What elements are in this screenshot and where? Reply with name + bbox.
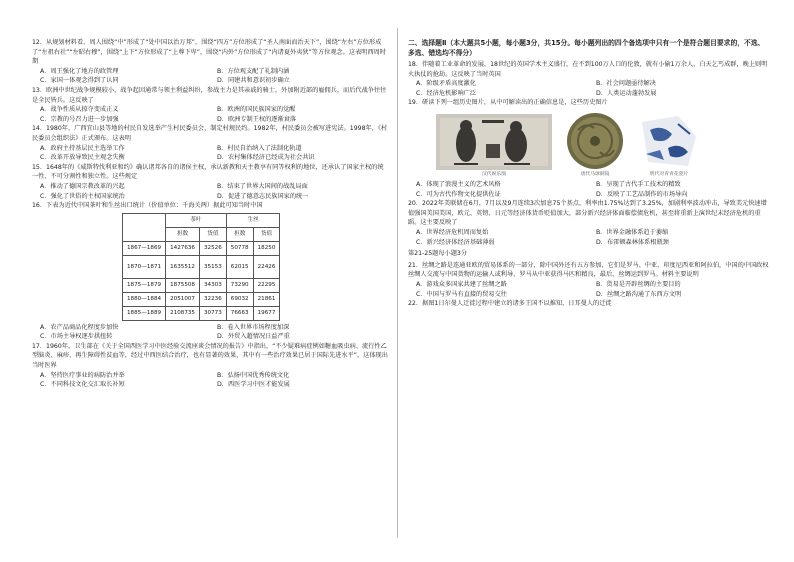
option-b[interactable]: B．村民自治纳入了法制化轨道 bbox=[217, 144, 302, 152]
question-12 bbox=[32, 38, 388, 86]
option-c[interactable]: C．经济危机影响广泛 bbox=[416, 89, 477, 97]
sub-section-header: 第21-25题每小题3分 bbox=[408, 250, 468, 258]
option-a[interactable]: A．体现了浪漫主义的艺术风格 bbox=[416, 180, 501, 188]
table-row bbox=[123, 255, 280, 278]
table-cell: 22426 bbox=[253, 255, 280, 278]
option-a[interactable]: A．推动了德国宗教改革的兴起 bbox=[40, 182, 125, 190]
table-cell: 2051007 bbox=[166, 292, 200, 306]
table-cell: 30773 bbox=[200, 306, 227, 320]
figure-ming-porcelain bbox=[638, 114, 700, 178]
table-cell: 1427636 bbox=[166, 241, 200, 255]
question-17 bbox=[32, 342, 388, 390]
question-15 bbox=[32, 163, 388, 201]
option-b[interactable]: B．世界金融体系趋于萎缩 bbox=[596, 228, 669, 236]
option-a[interactable]: A．游戏众多国家共建了丝绸之路 bbox=[416, 280, 507, 288]
table-cell: 32526 bbox=[200, 241, 227, 255]
question-text: 16．下表为近代中国茶叶和生丝出口统计（价值单位：千海关两）据此可知当时中国 bbox=[32, 202, 263, 210]
option-d[interactable]: D．反映了工艺品制作的市场导向 bbox=[596, 190, 688, 198]
figure-han-entertainment bbox=[436, 114, 552, 178]
section-title: 二、选择题Ⅱ（本大题共5小题，每小题3分，共15分。每小题列出的四个备选项中只有一个是符合题目要求的，不选、多选、错选均不得分） bbox=[408, 39, 765, 57]
option-c[interactable]: C．宗教的号召力进一步加强 bbox=[40, 115, 119, 123]
option-b[interactable]: B．卷入世界市场程度加深 bbox=[217, 323, 290, 331]
option-c[interactable]: C．强化了世俗的主权国家统治 bbox=[40, 192, 125, 200]
question-19 bbox=[408, 98, 770, 199]
figure-tang-mirror bbox=[566, 112, 624, 178]
question-text: 18．伴随着工业革命的发展，18世纪的英国学术主义盛行，在不到100万人口的伦敦，就有小偷1万余人，白天乞丐成群，晚上则明火执仗的抢劫。这反映了当时英国 bbox=[408, 61, 768, 78]
table-cell: 73290 bbox=[226, 278, 253, 292]
table-cell: 1880—1884 bbox=[123, 292, 166, 306]
table-row bbox=[123, 241, 280, 255]
option-a[interactable]: A．世界经济危机周而复始 bbox=[416, 228, 489, 236]
option-b[interactable]: B．呈现了古代手工技术的精致 bbox=[596, 180, 681, 188]
question-text: 17．1960年，卫生部在《关于全国西医学习中医经验交流座谈会情况的报告》中指出，“不少疑难病症例如糖血吸虫病、流行性乙型脑炎、麻疹、再生障碍性贫血等，经过中西医结合治疗，也有显著的效果，其中有一些治疗效果已居于国际先进水平”。这体现出当时医界 bbox=[32, 342, 388, 370]
table-cell: 1875—1879 bbox=[123, 278, 166, 292]
table-cell: 76663 bbox=[226, 306, 253, 320]
table-cell: 32236 bbox=[200, 292, 227, 306]
table-row bbox=[123, 278, 280, 292]
table-subheader: 担数 bbox=[166, 227, 200, 241]
option-c[interactable]: C．不同科技文化交汇取长补短 bbox=[40, 381, 125, 389]
column-divider bbox=[397, 28, 398, 538]
table-cell: 62015 bbox=[226, 255, 253, 278]
option-a[interactable]: A．周王强化了地方的政管理 bbox=[40, 67, 119, 75]
table-subheader: 货值 bbox=[200, 227, 227, 241]
option-a[interactable]: A．农产品商品化程度步加快 bbox=[40, 323, 119, 331]
table-cell: 1885—1889 bbox=[123, 306, 166, 320]
option-d[interactable]: D．同建共和意识初步确立 bbox=[217, 77, 290, 85]
table-cell: 18250 bbox=[253, 241, 280, 255]
table-cell: 50778 bbox=[226, 241, 253, 255]
question-text: 12．从规划材料看，周人围绕“中”形成了“处中国以治万邦”，围绕“四方”方位形成了“圣人南面而治天下”，围绕“左右”方位形成了“左祖右社”“左昭右穆”，围绕“上下”方位形成了“上尊下卑”，围绕“内外”方位形成了“内诸夏外夷狄”等方位观念。这表明西周时期 bbox=[32, 39, 387, 66]
ming-porcelain-image bbox=[638, 114, 700, 170]
option-d[interactable]: D．农村集体经济已经成为社会共识 bbox=[217, 154, 315, 162]
question-14 bbox=[32, 124, 388, 162]
question-text: 21．丝绸之路是连通亚欧的贸易体系的一部分，除中国外还有五方参加，它们是罗马、中亚、印度尼西亚和阿拉伯，中国的中国政权丝绸人交流与中国货物的运输人或利导，罗马从中亚获得马匹和精良，最后，丝绸运到罗马。材料主要说明 bbox=[408, 261, 769, 279]
option-a[interactable]: A．政府主持基层民主选举工作 bbox=[40, 144, 125, 152]
figure-caption: 明代对青青花瓷片 bbox=[649, 171, 689, 177]
option-c[interactable]: C．市场主导权逐步拱扭转 bbox=[40, 333, 113, 341]
table-subheader: 货值 bbox=[253, 227, 280, 241]
table-cell: 19677 bbox=[253, 306, 280, 320]
question-20 bbox=[408, 199, 770, 247]
table-header-silk: 生丝 bbox=[226, 213, 280, 227]
option-d[interactable]: D．丝绸之路沟通了东西方文明 bbox=[596, 290, 682, 298]
question-text: 19．研读下列一组历史图片，从中可解读出的正确信息是，这些历史图片 bbox=[408, 99, 608, 107]
option-d[interactable]: D．西医学习中医才能发展 bbox=[217, 381, 290, 389]
option-b[interactable]: B．结束了世界大国间的战乱局面 bbox=[217, 182, 308, 190]
table-row bbox=[123, 292, 280, 306]
option-d[interactable]: D．外贸入超情况日益严重 bbox=[217, 333, 290, 341]
option-b[interactable]: B．社会问题亟待解决 bbox=[596, 80, 656, 88]
table-cell: 69032 bbox=[226, 292, 253, 306]
table-cell: 1635512 bbox=[166, 255, 200, 278]
table-cell: 1870—1871 bbox=[123, 255, 166, 278]
table-cell: 22295 bbox=[253, 278, 280, 292]
option-c[interactable]: C．中国与罗马有直接的贸易交往 bbox=[416, 290, 507, 298]
table-cell: 1875508 bbox=[166, 278, 200, 292]
option-d[interactable]: D．人类运动蓬勃发展 bbox=[596, 89, 657, 97]
question-text: 22．据图1日尔曼人迁徙过程中建立的诸多王国不以推知，日耳曼人的迁徙 bbox=[408, 300, 612, 308]
figure-caption: 唐代马球铜镜 bbox=[580, 171, 610, 177]
question-18 bbox=[408, 60, 770, 98]
option-d[interactable]: D．欧洲专制王权的逐渐衰落 bbox=[217, 115, 297, 123]
history-figures bbox=[408, 112, 770, 178]
option-b[interactable]: B．方位观支配了礼制内涵 bbox=[217, 67, 290, 75]
option-a[interactable]: A．战争性质从掠夺变成正义 bbox=[40, 106, 119, 114]
question-21 bbox=[408, 261, 770, 299]
question-13 bbox=[32, 86, 388, 124]
question-22 bbox=[408, 299, 770, 309]
table-header-period bbox=[123, 213, 166, 241]
option-b[interactable]: B．欧洲的国民族国家的觉醒 bbox=[217, 106, 296, 114]
table-cell: 35153 bbox=[200, 255, 227, 278]
option-c[interactable]: C．可为古代作物文化提供佐证 bbox=[416, 190, 501, 198]
question-text: 15．1648年的《威斯特伐利亚和约》确认诸邦各自的诸侯主权，承认新教和天主教享有同等权利的地位，还承认了国家主权的统一性、不可分割性和独立性。这些规定 bbox=[32, 163, 384, 181]
tea-silk-export-table bbox=[122, 213, 280, 321]
table-cell: 21861 bbox=[253, 292, 280, 306]
option-a[interactable]: A．阶级矛盾高度激化 bbox=[416, 80, 476, 88]
table-cell: 34303 bbox=[200, 278, 227, 292]
option-b[interactable]: B．弘扬中国优秀传统文化 bbox=[217, 371, 290, 379]
option-c[interactable]: C．新兴经济体经济基础薄弱 bbox=[416, 238, 495, 246]
option-d[interactable]: D．布雷顿森林体系根瓶颈 bbox=[596, 238, 669, 246]
left-column bbox=[32, 38, 388, 390]
option-d[interactable]: D．促进了德意志民族国家的统一 bbox=[217, 192, 309, 200]
tang-mirror-image bbox=[566, 112, 624, 170]
question-16 bbox=[32, 201, 388, 342]
option-c[interactable]: C．家国一体观念得到了认同 bbox=[40, 77, 119, 85]
right-column bbox=[408, 38, 770, 309]
table-subheader: 担数 bbox=[226, 227, 253, 241]
option-c[interactable]: C．改革开放导致民主观念失衡 bbox=[40, 154, 125, 162]
question-text: 14．1980年，广西宜山县等地的村民自发选举产生村民委员会，制定村规民约。1982年，村民委员会被写进宪法。1998年，《村民委员会组织法》正式颁布。这表明 bbox=[32, 125, 388, 142]
option-b[interactable]: B．货易是开辟丝绸的主要目的 bbox=[596, 280, 681, 288]
table-cell: 2108735 bbox=[166, 306, 200, 320]
figure-caption: 汉代娱乐图 bbox=[482, 171, 506, 177]
han-relief-image bbox=[436, 114, 552, 170]
option-a[interactable]: A．坚持医疗事业的病防治并举 bbox=[40, 371, 125, 379]
table-cell: 1867—1869 bbox=[123, 241, 166, 255]
table-row bbox=[123, 306, 280, 320]
question-text: 20．2022年美联储在6月，7月以及9月连续3次加息75个基点，利率由1.75%达到了3.25%，加剧利率波动冲击，导致美元快速增值强国美国美国，欧元、英镑、日元等经济体货币贬值加大，部分新兴经济体面临偿债危机，甚至将重新上演世纪末经济危机的重蹈。这主要反映了 bbox=[408, 200, 767, 227]
question-text: 13．欧洲中世纪战争规模较小，战争起因通常与领主利益纠纷，参战主力是其亲戚的骑士，外加附近部的雇佣兵，而后代战争往往是全民皆兵。这反映了 bbox=[32, 86, 387, 104]
table-header-tea: 茶叶 bbox=[166, 213, 227, 227]
